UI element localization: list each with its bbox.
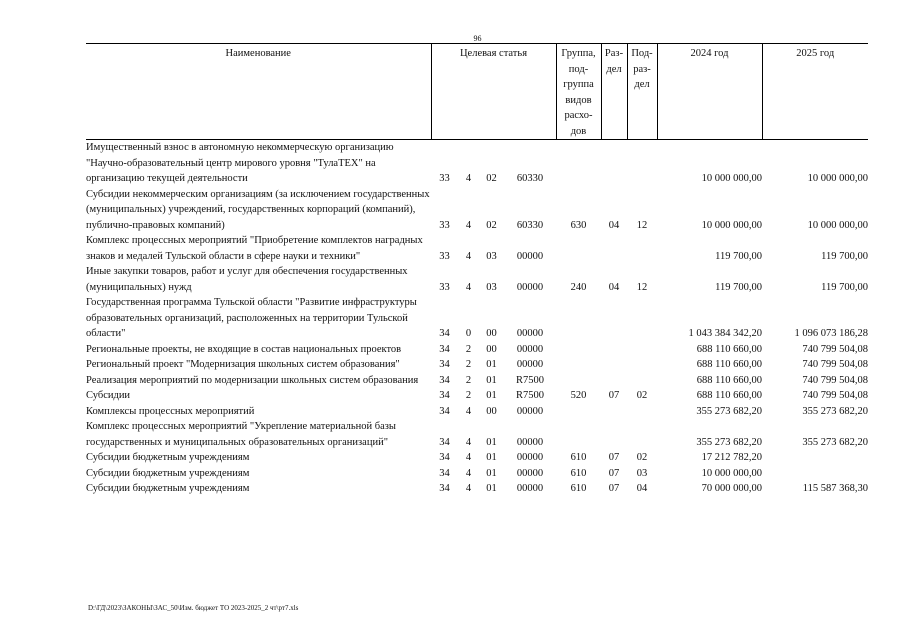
target-code-subprogram: 02 bbox=[486, 173, 497, 184]
target-code-direction: 00000 bbox=[516, 436, 544, 448]
table-row bbox=[86, 187, 868, 234]
page-number: 96 bbox=[473, 34, 482, 43]
row-name: Субсидии бюджетным учреждениям bbox=[86, 452, 250, 463]
amount-2024: 355 273 682,20 bbox=[696, 405, 762, 417]
amount-2024: 355 273 682,20 bbox=[696, 436, 762, 448]
expense-group: 610 bbox=[570, 467, 587, 479]
target-code-direction: R7500 bbox=[515, 390, 544, 401]
target-code-subprogram: 00 bbox=[486, 405, 497, 417]
target-code-direction: 60330 bbox=[516, 219, 544, 231]
target-code-subprogram: 00 bbox=[486, 328, 497, 339]
target-code-type: 4 bbox=[465, 173, 472, 184]
target-code-type: 4 bbox=[465, 452, 472, 463]
amount-2025: 355 273 682,20 bbox=[802, 405, 868, 417]
row-name: Субсидии bbox=[86, 390, 131, 401]
target-code-direction: 00000 bbox=[516, 452, 544, 463]
budget-table bbox=[86, 43, 868, 497]
target-code-direction: 00000 bbox=[516, 328, 544, 339]
section-code: 07 bbox=[608, 483, 620, 494]
amount-2025: 115 587 368,30 bbox=[802, 483, 868, 494]
target-code-type: 2 bbox=[465, 374, 472, 386]
section-code bbox=[601, 342, 627, 358]
row-name: Комплекс процессных мероприятий "Укрепление материальной базы государственных и муниципальных образовательных организаций" bbox=[86, 421, 396, 448]
expense-group: 520 bbox=[570, 390, 587, 401]
table-row bbox=[86, 295, 868, 342]
table-body bbox=[86, 140, 868, 497]
row-name: Комплексы процессных мероприятий bbox=[86, 405, 255, 417]
target-code-subprogram: 01 bbox=[486, 436, 497, 448]
expense-group bbox=[556, 140, 601, 187]
expense-group: 630 bbox=[570, 219, 587, 231]
subsection-code: 04 bbox=[636, 483, 648, 494]
section-code: 04 bbox=[608, 219, 620, 231]
amount-2025: 10 000 000,00 bbox=[807, 173, 868, 184]
target-code-program: 33 bbox=[439, 250, 450, 262]
expense-group bbox=[556, 357, 601, 373]
amount-2024: 10 000 000,00 bbox=[701, 467, 762, 479]
target-code-type: 2 bbox=[465, 343, 472, 355]
subsection-code: 12 bbox=[636, 219, 648, 231]
file-path-footer: D:\ГД\2023\ЗАКОНЫ\ЗАС_50\Изм. бюджет ТО 2023-2025_2 чт\рт7.xls bbox=[88, 604, 299, 612]
target-code-type: 4 bbox=[465, 405, 472, 417]
amount-2024: 688 110 660,00 bbox=[696, 359, 762, 370]
amount-2024: 688 110 660,00 bbox=[696, 343, 762, 355]
row-name: Субсидии бюджетным учреждениям bbox=[86, 483, 250, 494]
target-code-subprogram: 01 bbox=[486, 390, 497, 401]
target-code-program: 34 bbox=[439, 374, 450, 386]
subsection-code: 03 bbox=[636, 467, 648, 479]
amount-2024: 688 110 660,00 bbox=[696, 390, 762, 401]
subsection-code bbox=[627, 419, 657, 450]
expense-group: 240 bbox=[570, 281, 587, 293]
target-code-subprogram: 03 bbox=[486, 250, 497, 262]
target-code-direction: 00000 bbox=[516, 343, 544, 355]
amount-2024: 10 000 000,00 bbox=[701, 219, 762, 231]
subsection-code bbox=[627, 357, 657, 373]
amount-2024: 119 700,00 bbox=[715, 250, 762, 262]
amount-2025 bbox=[762, 466, 868, 482]
target-code-program: 34 bbox=[439, 405, 450, 417]
table-row bbox=[86, 264, 868, 295]
subsection-code bbox=[627, 342, 657, 358]
expense-group bbox=[556, 419, 601, 450]
target-code-direction: 00000 bbox=[516, 483, 544, 494]
amount-2025: 740 799 504,08 bbox=[802, 390, 868, 401]
subsection-code: 12 bbox=[636, 281, 648, 293]
amount-2024: 70 000 000,00 bbox=[701, 483, 762, 494]
row-name: Реализация мероприятий по модернизации школьных систем образования bbox=[86, 374, 419, 386]
target-code-program: 34 bbox=[439, 390, 450, 401]
target-code-program: 33 bbox=[439, 281, 450, 293]
table-row bbox=[86, 388, 868, 404]
target-code-type: 4 bbox=[465, 281, 472, 293]
amount-2024: 688 110 660,00 bbox=[696, 374, 762, 386]
row-name: Субсидии некоммерческим организациям (за исключением государственных (муниципальных) учреждений, государственных корпораций (компаний), публично-правовых компаний) bbox=[86, 188, 430, 231]
section-code bbox=[601, 419, 627, 450]
target-code-subprogram: 01 bbox=[486, 483, 497, 494]
target-code-program: 33 bbox=[439, 219, 450, 231]
table-row bbox=[86, 342, 868, 358]
target-code-program: 34 bbox=[439, 328, 450, 339]
target-code-program: 34 bbox=[439, 343, 450, 355]
header-section: Раз- дел bbox=[601, 44, 627, 140]
section-code: 04 bbox=[608, 281, 620, 293]
section-code bbox=[601, 233, 627, 264]
amount-2025: 119 700,00 bbox=[821, 281, 868, 293]
amount-2024: 1 043 384 342,20 bbox=[688, 328, 762, 339]
table-row bbox=[86, 466, 868, 482]
row-name: Комплекс процессных мероприятий "Приобретение комплектов наградных знаков и медалей Тульской области в сфере науки и техники" bbox=[86, 235, 423, 262]
target-code-subprogram: 01 bbox=[486, 467, 497, 479]
amount-2025: 740 799 504,08 bbox=[802, 374, 868, 386]
target-code-program: 34 bbox=[439, 483, 450, 494]
expense-group bbox=[556, 342, 601, 358]
section-code: 07 bbox=[608, 467, 620, 479]
table-row bbox=[86, 140, 868, 187]
subsection-code bbox=[627, 295, 657, 342]
section-code bbox=[601, 373, 627, 389]
amount-2024: 119 700,00 bbox=[715, 281, 762, 293]
amount-2024: 17 212 782,20 bbox=[701, 452, 762, 463]
header-year-2024: 2024 год bbox=[657, 44, 762, 140]
header-expense-group: Группа, под- группа видов расхо- дов bbox=[556, 44, 601, 140]
section-code bbox=[601, 404, 627, 420]
target-code-direction: 00000 bbox=[516, 405, 544, 417]
amount-2025: 740 799 504,08 bbox=[802, 343, 868, 355]
target-code-program: 33 bbox=[439, 173, 450, 184]
target-code-direction: R7500 bbox=[515, 374, 544, 386]
target-code-program: 34 bbox=[439, 452, 450, 463]
amount-2025: 10 000 000,00 bbox=[807, 219, 868, 231]
row-name: Субсидии бюджетным учреждениям bbox=[86, 467, 250, 479]
section-code: 07 bbox=[608, 452, 620, 463]
target-code-program: 34 bbox=[439, 436, 450, 448]
amount-2024: 10 000 000,00 bbox=[701, 173, 762, 184]
target-code-subprogram: 01 bbox=[486, 374, 497, 386]
subsection-code: 02 bbox=[636, 390, 648, 401]
target-code-program: 34 bbox=[439, 359, 450, 370]
header-year-2025: 2025 год bbox=[796, 48, 835, 59]
target-code-direction: 00000 bbox=[516, 467, 544, 479]
expense-group: 610 bbox=[570, 483, 587, 494]
header-target-article: Целевая статья bbox=[431, 44, 556, 140]
table-row bbox=[86, 481, 868, 497]
row-name: Иные закупки товаров, работ и услуг для обеспечения государственных (муниципальных) нужд bbox=[86, 266, 408, 293]
amount-2025: 1 096 073 186,28 bbox=[794, 328, 868, 339]
target-code-type: 2 bbox=[465, 359, 472, 370]
subsection-code bbox=[627, 404, 657, 420]
target-code-type: 4 bbox=[465, 219, 472, 231]
subsection-code bbox=[627, 233, 657, 264]
table-row bbox=[86, 373, 868, 389]
expense-group bbox=[556, 295, 601, 342]
amount-2025: 355 273 682,20 bbox=[802, 436, 868, 448]
subsection-code bbox=[627, 373, 657, 389]
target-code-subprogram: 01 bbox=[486, 452, 497, 463]
target-code-direction: 00000 bbox=[516, 359, 544, 370]
table-row bbox=[86, 233, 868, 264]
section-code: 07 bbox=[608, 390, 620, 401]
section-code bbox=[601, 357, 627, 373]
expense-group: 610 bbox=[570, 452, 587, 463]
target-code-subprogram: 03 bbox=[486, 281, 497, 293]
target-code-type: 4 bbox=[465, 250, 472, 262]
row-name: Имущественный взнос в автономную некоммерческую организацию "Научно-образовательный центр мирового уровня "ТулаТЕХ" на организацию текущей деятельности bbox=[86, 142, 394, 184]
table-row bbox=[86, 404, 868, 420]
table-row bbox=[86, 450, 868, 466]
table-row bbox=[86, 357, 868, 373]
amount-2025 bbox=[762, 450, 868, 466]
expense-group bbox=[556, 373, 601, 389]
target-code-subprogram: 00 bbox=[486, 343, 497, 355]
expense-group bbox=[556, 404, 601, 420]
target-code-type: 2 bbox=[465, 390, 472, 401]
subsection-code bbox=[627, 140, 657, 187]
row-name: Государственная программа Тульской области "Развитие инфраструктуры образовательных организаций, расположенных на территории Тульской области" bbox=[86, 297, 417, 339]
header-name: Наименование bbox=[86, 44, 431, 140]
table-header-row bbox=[86, 44, 868, 140]
target-code-subprogram: 02 bbox=[486, 219, 497, 231]
subsection-code: 02 bbox=[636, 452, 648, 463]
target-code-type: 0 bbox=[465, 328, 472, 339]
table-row bbox=[86, 419, 868, 450]
section-code bbox=[601, 295, 627, 342]
target-code-subprogram: 01 bbox=[486, 359, 497, 370]
expense-group bbox=[556, 233, 601, 264]
target-code-direction: 00000 bbox=[516, 250, 544, 262]
amount-2025: 119 700,00 bbox=[821, 250, 868, 262]
amount-2025: 740 799 504,08 bbox=[802, 359, 868, 370]
row-name: Региональный проект "Модернизация школьных систем образования" bbox=[86, 359, 400, 370]
header-subsection: Под- раз- дел bbox=[627, 44, 657, 140]
target-code-direction: 60330 bbox=[516, 173, 544, 184]
target-code-type: 4 bbox=[465, 436, 472, 448]
target-code-program: 34 bbox=[439, 467, 450, 479]
target-code-type: 4 bbox=[465, 467, 472, 479]
target-code-type: 4 bbox=[465, 483, 472, 494]
target-code-direction: 00000 bbox=[516, 281, 544, 293]
row-name: Региональные проекты, не входящие в состав национальных проектов bbox=[86, 343, 402, 355]
section-code bbox=[601, 140, 627, 187]
